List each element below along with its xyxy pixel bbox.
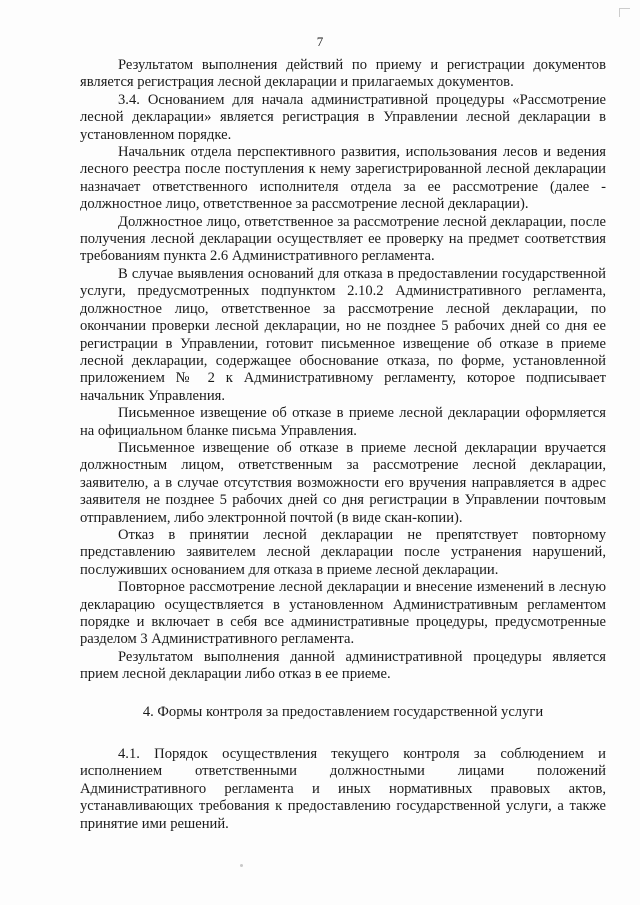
paragraph: Начальник отдела перспективного развития, использования лесов и ведения лесного реестра после поступления к нему зарегистрированной лесной декларации назначает ответственного исполнителя отдела за ее рассмотрение (далее - должностное лицо, ответственное за рассмотрение лесной декларации). — [80, 144, 606, 213]
section-heading: 4. Формы контроля за предоставлением государственной услуги — [142, 704, 544, 720]
paragraph: 3.4. Основанием для начала административной процедуры «Рассмотрение лесной декларации» является регистрация в Управлении лесной декларации в установленном порядке. — [80, 91, 606, 143]
paragraph: Должностное лицо, ответственное за рассмотрение лесной декларации, после получения лесной декларации осуществляет ее проверку на предмет соответствия требованиям пункта 2.6 Административного регламента. — [80, 213, 606, 265]
paragraph: Результатом выполнения данной административной процедуры является прием лесной декларации либо отказ в ее приеме. — [80, 648, 606, 683]
body-text — [80, 57, 606, 684]
paragraph: Отказ в принятии лесной декларации не препятствует повторному представлению заявителем лесной декларации после устранения нарушений, послуживших основанием для отказа в приеме лесной декларации. — [80, 526, 606, 578]
paragraph: Письменное извещение об отказе в приеме лесной декларации оформляется на официальном бланке письма Управления. — [80, 405, 606, 439]
page-number: 7 — [316, 34, 324, 49]
paragraph: В случае выявления оснований для отказа в предоставлении государственной услуги, предусмотренных подпунктом 2.10.2 Административного регламента, должностное лицо, ответственное за рассмотрение лесной декларации, по окончании проверки лесной декларации, но не позднее 5 рабочих дней со дня ее регистрации в Управлении, готовит письменное извещение об отказе в приеме лесной декларации, содержащее обоснование отказа, по форме, установленной приложением № 2 к Административному регламенту, которое подписывает начальник Управления. — [80, 265, 606, 404]
paragraph: Повторное рассмотрение лесной декларации и внесение изменений в лесную декларацию осуществляется в установленном Административным регламентом порядке и включает в себя все административные процедуры, предусмотренные разделом 3 Административного регламента. — [80, 579, 606, 648]
scan-corner-mark — [619, 8, 630, 17]
scan-dust-dot — [240, 864, 243, 867]
paragraph: Письменное извещение об отказе в приеме лесной декларации вручается должностным лицом, ответственным за рассмотрение лесной декларации, заявителю, а в случае отсутствия возможности его вручения направляется в адрес заявителя не позднее 5 рабочих дней со дня регистрации в Управлении почтовым отправлением, либо электронной почтой (в виде скан-копии). — [80, 439, 606, 526]
section-text — [80, 746, 606, 833]
paragraph: 4.1. Порядок осуществления текущего контроля за соблюдением и исполнением ответственными должностными лицами положений Административного регламента и иных нормативных правовых актов, устанавливающих требования к предоставлению государственной услуги, а также принятие ими решений. — [80, 746, 606, 832]
paragraph: Результатом выполнения действий по приему и регистрации документов является регистрация лесной декларации и прилагаемых документов. — [80, 57, 606, 91]
